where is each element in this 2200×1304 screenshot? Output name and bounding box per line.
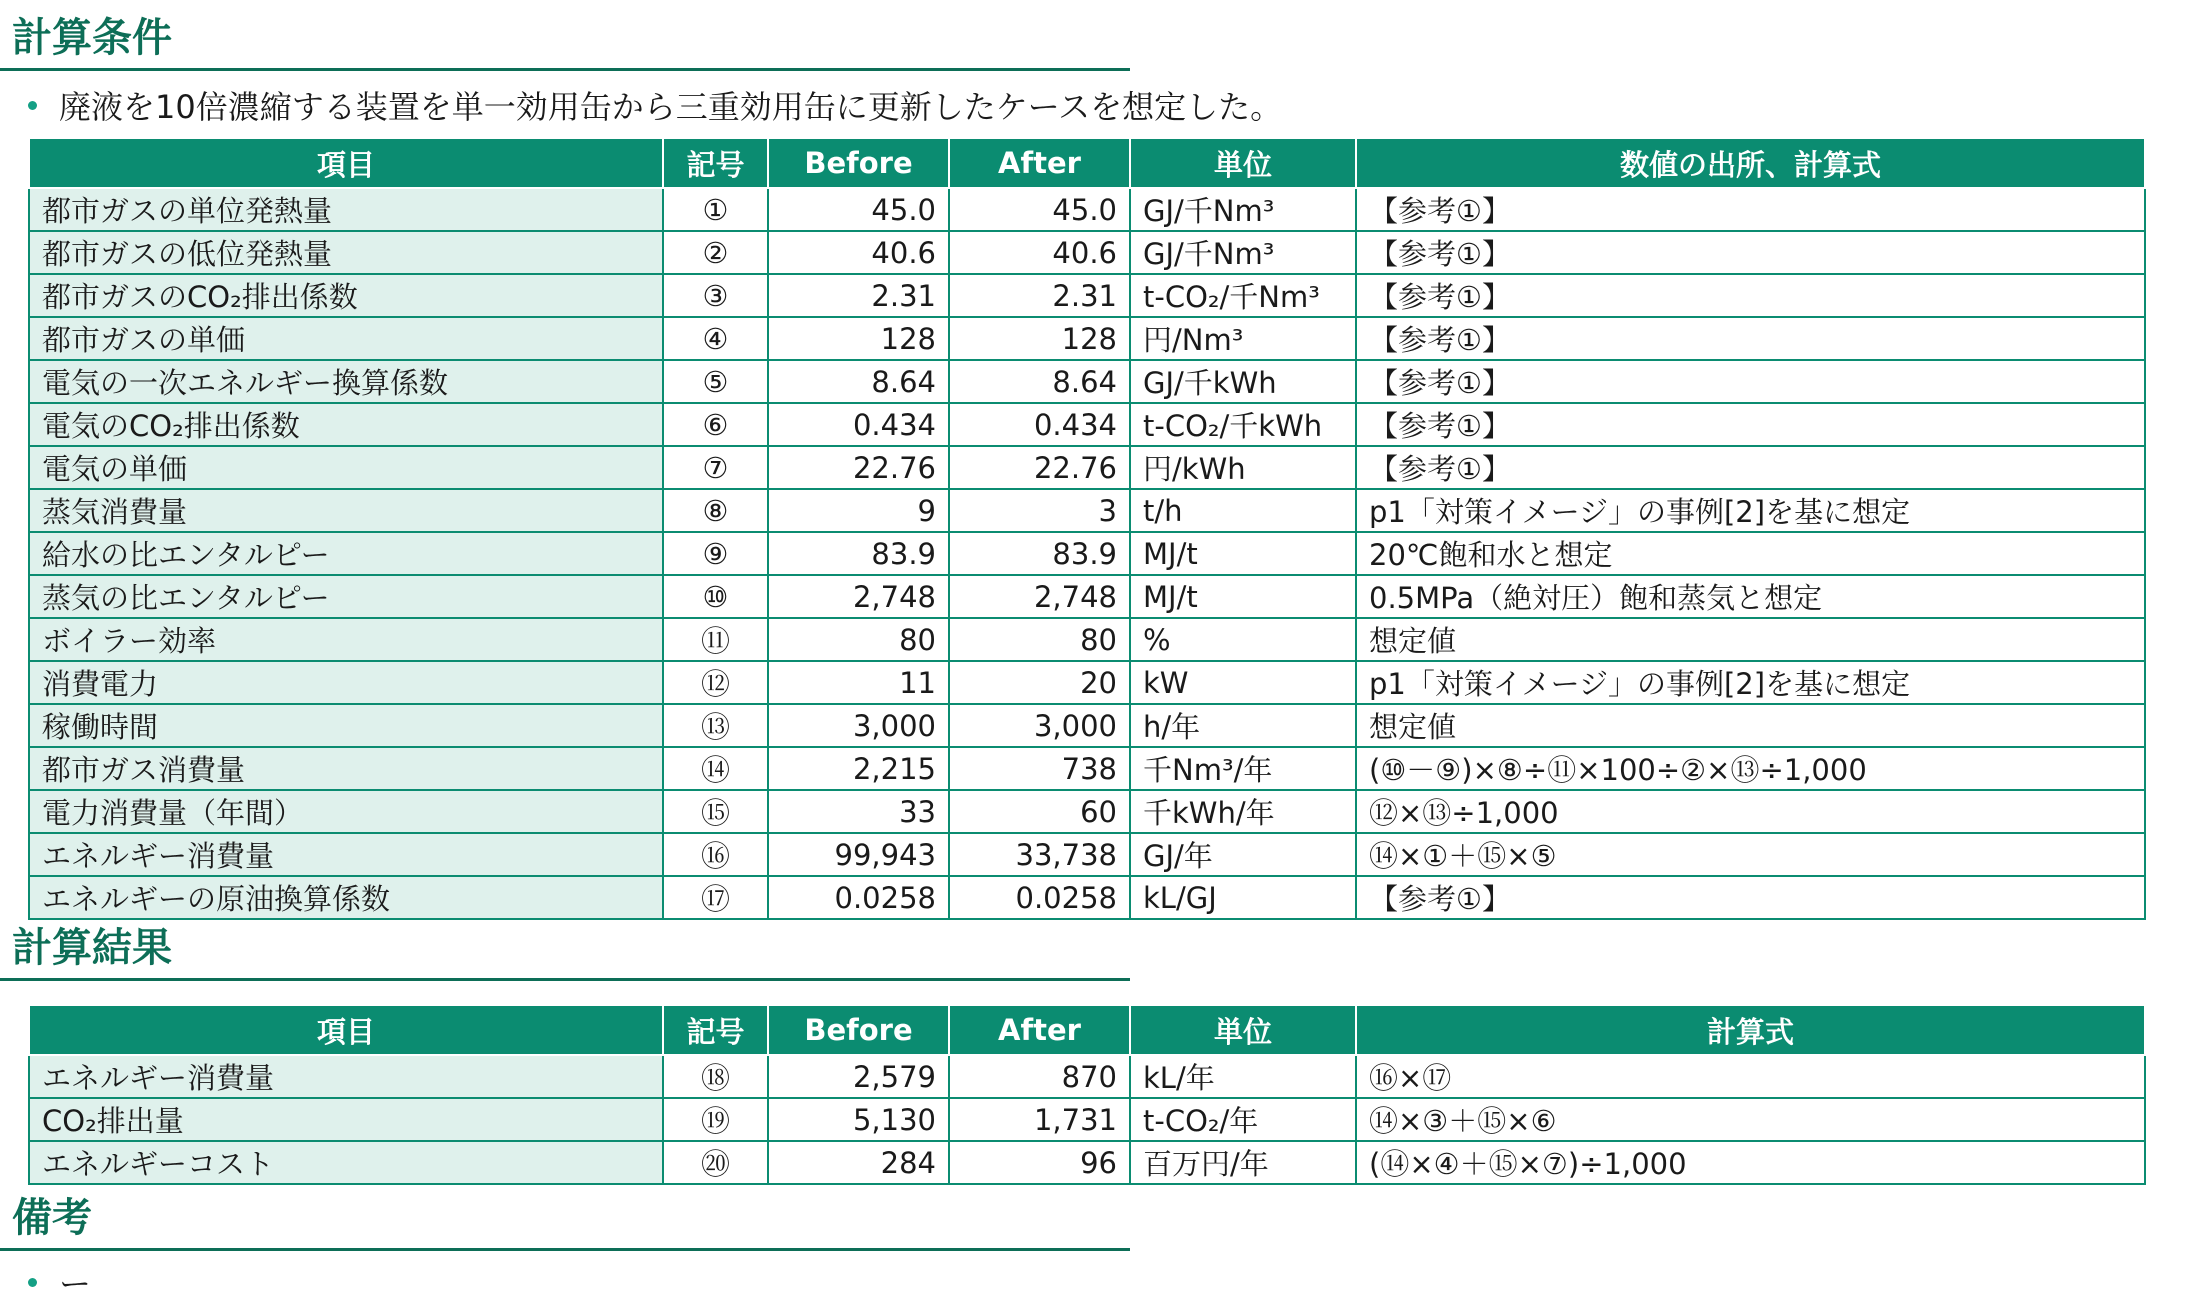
cell-symbol: ⑩ [663, 575, 768, 618]
section-title-conditions: 計算条件 [12, 15, 172, 61]
table-row [29, 231, 2145, 274]
table-row [29, 274, 2145, 317]
cell-unit: MJ/t [1130, 575, 1356, 618]
table-row [29, 1141, 2145, 1184]
cell-source: (⑭×④＋⑮×⑦)÷1,000 [1356, 1141, 2145, 1184]
cell-source: 【参考①】 [1356, 360, 2145, 403]
cell-item: エネルギーコスト [29, 1141, 663, 1184]
table-row [29, 360, 2145, 403]
header-before: Before [768, 138, 949, 188]
cell-after: 870 [949, 1055, 1130, 1098]
cell-source: 想定値 [1356, 618, 2145, 661]
remarks-note-text: ー [59, 1265, 92, 1303]
cell-after: 80 [949, 618, 1130, 661]
cell-item: 蒸気消費量 [29, 489, 663, 532]
cell-after: 45.0 [949, 188, 1130, 231]
table-row [29, 532, 2145, 575]
cell-unit: h/年 [1130, 704, 1356, 747]
table-row [29, 489, 2145, 532]
cell-before: 128 [768, 317, 949, 360]
bullet-icon [28, 101, 37, 110]
cell-after: 3 [949, 489, 1130, 532]
cell-symbol: ⑦ [663, 446, 768, 489]
cell-source: 0.5MPa（絶対圧）飽和蒸気と想定 [1356, 575, 2145, 618]
cell-source: 【参考①】 [1356, 231, 2145, 274]
cell-symbol: ① [663, 188, 768, 231]
table-row [29, 833, 2145, 876]
cell-item: 都市ガスのCO₂排出係数 [29, 274, 663, 317]
cell-before: 2,215 [768, 747, 949, 790]
cell-symbol: ⑨ [663, 532, 768, 575]
cell-symbol: ⑥ [663, 403, 768, 446]
cell-unit: GJ/千Nm³ [1130, 231, 1356, 274]
cell-unit: t-CO₂/年 [1130, 1098, 1356, 1141]
cell-source: ⑭×③＋⑮×⑥ [1356, 1098, 2145, 1141]
cell-before: 99,943 [768, 833, 949, 876]
conditions-note-text: 廃液を10倍濃縮する装置を単一効用缶から三重効用缶に更新したケースを想定した。 [59, 88, 1283, 126]
cell-symbol: ⑮ [663, 790, 768, 833]
table-row [29, 1098, 2145, 1141]
cell-unit: kL/年 [1130, 1055, 1356, 1098]
cell-after: 33,738 [949, 833, 1130, 876]
cell-after: 20 [949, 661, 1130, 704]
cell-symbol: ④ [663, 317, 768, 360]
cell-after: 40.6 [949, 231, 1130, 274]
header-after: After [949, 1005, 1130, 1055]
cell-source: 【参考①】 [1356, 403, 2145, 446]
cell-unit: GJ/年 [1130, 833, 1356, 876]
table-row [29, 1055, 2145, 1098]
cell-item: 消費電力 [29, 661, 663, 704]
cell-item: ボイラー効率 [29, 618, 663, 661]
cell-source: 【参考①】 [1356, 317, 2145, 360]
cell-unit: 円/Nm³ [1130, 317, 1356, 360]
cell-unit: kL/GJ [1130, 876, 1356, 919]
cell-before: 33 [768, 790, 949, 833]
cell-item: 都市ガス消費量 [29, 747, 663, 790]
header-after: After [949, 138, 1130, 188]
bullet-icon [28, 1278, 37, 1287]
cell-source: ⑯×⑰ [1356, 1055, 2145, 1098]
cell-source: p1「対策イメージ」の事例[2]を基に想定 [1356, 661, 2145, 704]
cell-before: 3,000 [768, 704, 949, 747]
cell-after: 60 [949, 790, 1130, 833]
cell-symbol: ⑯ [663, 833, 768, 876]
cell-source: 想定値 [1356, 704, 2145, 747]
cell-after: 0.434 [949, 403, 1130, 446]
cell-source: 【参考①】 [1356, 876, 2145, 919]
cell-before: 2,579 [768, 1055, 949, 1098]
cell-source: 20℃飽和水と想定 [1356, 532, 2145, 575]
cell-before: 83.9 [768, 532, 949, 575]
header-symbol: 記号 [663, 1005, 768, 1055]
cell-item: 電気のCO₂排出係数 [29, 403, 663, 446]
cell-symbol: ⑲ [663, 1098, 768, 1141]
cell-before: 8.64 [768, 360, 949, 403]
header-item: 項目 [29, 138, 663, 188]
table-row [29, 618, 2145, 661]
cell-item: エネルギー消費量 [29, 833, 663, 876]
cell-item: エネルギー消費量 [29, 1055, 663, 1098]
header-formula: 計算式 [1356, 1005, 2145, 1055]
table-row [29, 790, 2145, 833]
cell-source: ⑫×⑬÷1,000 [1356, 790, 2145, 833]
table-row [29, 317, 2145, 360]
cell-source: 【参考①】 [1356, 274, 2145, 317]
table-row [29, 403, 2145, 446]
cell-before: 11 [768, 661, 949, 704]
table-row [29, 747, 2145, 790]
cell-unit: MJ/t [1130, 532, 1356, 575]
cell-after: 128 [949, 317, 1130, 360]
cell-before: 2.31 [768, 274, 949, 317]
header-unit: 単位 [1130, 138, 1356, 188]
cell-symbol: ② [663, 231, 768, 274]
cell-before: 45.0 [768, 188, 949, 231]
cell-after: 1,731 [949, 1098, 1130, 1141]
cell-item: 都市ガスの単価 [29, 317, 663, 360]
cell-item: エネルギーの原油換算係数 [29, 876, 663, 919]
cell-before: 40.6 [768, 231, 949, 274]
cell-symbol: ③ [663, 274, 768, 317]
cell-unit: 千Nm³/年 [1130, 747, 1356, 790]
header-before: Before [768, 1005, 949, 1055]
table-row [29, 188, 2145, 231]
cell-item: 電力消費量（年間） [29, 790, 663, 833]
cell-symbol: ⑤ [663, 360, 768, 403]
cell-symbol: ⑧ [663, 489, 768, 532]
section-title-remarks: 備考 [12, 1195, 92, 1241]
cell-symbol: ⑭ [663, 747, 768, 790]
results-table [28, 1004, 2146, 1185]
cell-item: 電気の一次エネルギー換算係数 [29, 360, 663, 403]
cell-before: 0.0258 [768, 876, 949, 919]
conditions-note [28, 84, 1282, 126]
table-row [29, 876, 2145, 919]
cell-unit: t-CO₂/千Nm³ [1130, 274, 1356, 317]
cell-after: 3,000 [949, 704, 1130, 747]
cell-before: 2,748 [768, 575, 949, 618]
cell-before: 80 [768, 618, 949, 661]
table-row [29, 575, 2145, 618]
cell-unit: 千kWh/年 [1130, 790, 1356, 833]
cell-after: 738 [949, 747, 1130, 790]
section-rule-conditions [0, 68, 1130, 71]
cell-symbol: ⑳ [663, 1141, 768, 1184]
header-item: 項目 [29, 1005, 663, 1055]
cell-item: 稼働時間 [29, 704, 663, 747]
cell-unit: GJ/千Nm³ [1130, 188, 1356, 231]
cell-unit: 百万円/年 [1130, 1141, 1356, 1184]
conditions-table [28, 137, 2146, 920]
cell-after: 2,748 [949, 575, 1130, 618]
header-source: 数値の出所、計算式 [1356, 138, 2145, 188]
cell-unit: t/h [1130, 489, 1356, 532]
cell-after: 22.76 [949, 446, 1130, 489]
header-unit: 単位 [1130, 1005, 1356, 1055]
cell-after: 96 [949, 1141, 1130, 1184]
cell-symbol: ⑰ [663, 876, 768, 919]
cell-item: 蒸気の比エンタルピー [29, 575, 663, 618]
section-rule-results [0, 978, 1130, 981]
table-row [29, 446, 2145, 489]
cell-after: 8.64 [949, 360, 1130, 403]
cell-item: 電気の単価 [29, 446, 663, 489]
cell-item: 給水の比エンタルピー [29, 532, 663, 575]
cell-item: CO₂排出量 [29, 1098, 663, 1141]
cell-source: p1「対策イメージ」の事例[2]を基に想定 [1356, 489, 2145, 532]
section-title-results: 計算結果 [12, 925, 172, 971]
cell-after: 0.0258 [949, 876, 1130, 919]
cell-before: 284 [768, 1141, 949, 1184]
cell-source: 【参考①】 [1356, 446, 2145, 489]
table-row [29, 661, 2145, 704]
cell-source: (⑩－⑨)×⑧÷⑪×100÷②×⑬÷1,000 [1356, 747, 2145, 790]
results-header-row [29, 1005, 2145, 1055]
cell-before: 22.76 [768, 446, 949, 489]
cell-before: 5,130 [768, 1098, 949, 1141]
header-symbol: 記号 [663, 138, 768, 188]
cell-source: 【参考①】 [1356, 188, 2145, 231]
cell-symbol: ⑫ [663, 661, 768, 704]
cell-symbol: ⑪ [663, 618, 768, 661]
cell-unit: GJ/千kWh [1130, 360, 1356, 403]
cell-before: 9 [768, 489, 949, 532]
cell-after: 83.9 [949, 532, 1130, 575]
cell-symbol: ⑱ [663, 1055, 768, 1098]
cell-source: ⑭×①＋⑮×⑤ [1356, 833, 2145, 876]
section-rule-remarks [0, 1248, 1130, 1251]
cell-after: 2.31 [949, 274, 1130, 317]
cell-symbol: ⑬ [663, 704, 768, 747]
cell-before: 0.434 [768, 403, 949, 446]
cell-item: 都市ガスの低位発熱量 [29, 231, 663, 274]
cell-unit: kW [1130, 661, 1356, 704]
cell-unit: 円/kWh [1130, 446, 1356, 489]
cell-item: 都市ガスの単位発熱量 [29, 188, 663, 231]
cell-unit: t-CO₂/千kWh [1130, 403, 1356, 446]
conditions-header-row [29, 138, 2145, 188]
table-row [29, 704, 2145, 747]
remarks-note [28, 1262, 91, 1302]
cell-unit: % [1130, 618, 1356, 661]
